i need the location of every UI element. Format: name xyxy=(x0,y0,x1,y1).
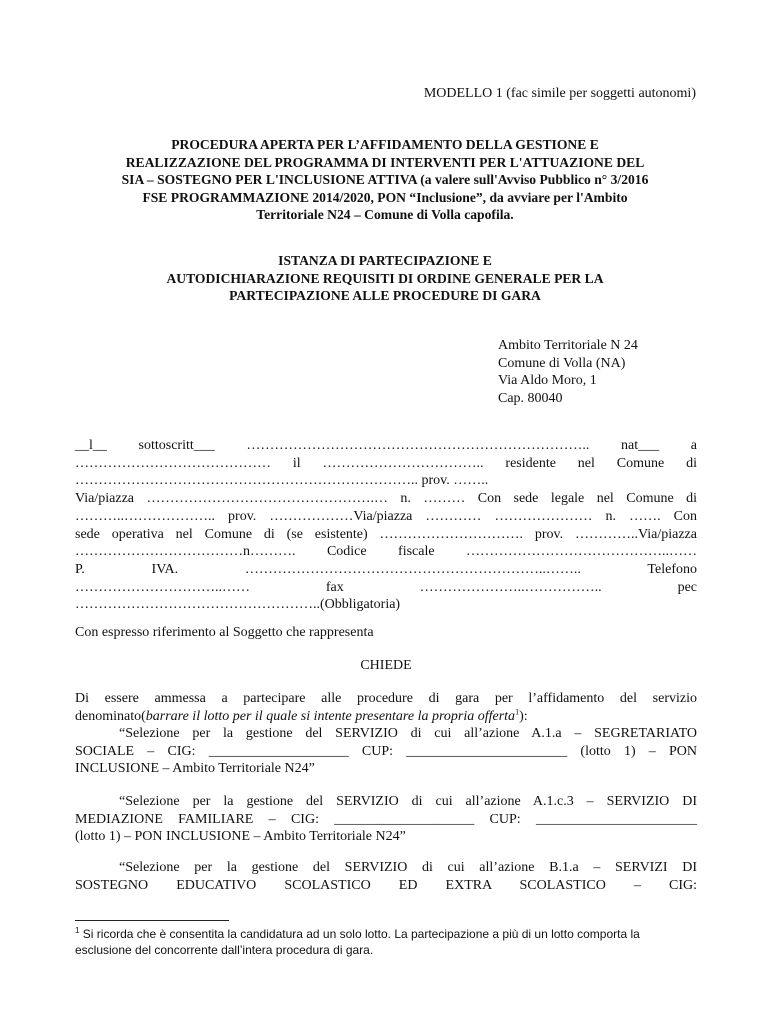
form-line[interactable]: ………………………………n………. Codice fiscale ……………………………………..…… xyxy=(75,544,697,560)
request-intro xyxy=(75,690,697,725)
footnote-line: $^1$ Si ricorda che è consentita la candidatura ad un solo lotto. La partecipazione a più di un lotto comporta la xyxy=(75,926,640,941)
recipient-line: Ambito Territoriale N 24 xyxy=(498,338,638,353)
option-line[interactable]: SOSTEGNO EDUCATIVO SCOLASTICO ED EXTRA SCOLASTICO – CIG: xyxy=(75,877,697,893)
option-line: “Selezione per la gestione del SERVIZIO di cui all’azione A.1.c.3 – SERVIZIO DI xyxy=(119,794,697,809)
form-line[interactable]: __l__ sottoscritt___ ……………………………………………………………….. nat___ a xyxy=(75,438,697,453)
option-line: (lotto 1) – PON INCLUSIONE – Ambito Territoriale N24” xyxy=(75,829,406,845)
intro-instruction: barrare il lotto per il quale si intente presentare la propria offerta xyxy=(145,708,516,724)
title-line: Territoriale N24 – Comune di Volla capofila. xyxy=(256,207,514,223)
form-line[interactable]: …………………………..…… fax …………………..…………….. pec xyxy=(75,579,697,595)
recipient-line: Cap. 80040 xyxy=(498,390,563,406)
option-lot-a1a[interactable] xyxy=(75,725,697,778)
option-line[interactable]: MEDIAZIONE FAMILIARE – CIG: ____________________ CUP: _______________________ xyxy=(75,811,697,827)
applicant-details-form[interactable] xyxy=(75,437,697,614)
recipient-address xyxy=(498,337,638,407)
option-line: “Selezione per la gestione del SERVIZIO di cui all’azione A.1.a – SEGRETARIATO xyxy=(119,726,697,741)
option-lot-b1a[interactable] xyxy=(75,859,697,894)
application-title xyxy=(72,252,698,305)
subtitle-line: ISTANZA DI PARTECIPAZIONE E xyxy=(278,253,492,268)
footnote xyxy=(75,927,700,958)
form-line[interactable]: sede operativa nel Comune di (se esistente) …………………………. prov. …………..Via/piazza xyxy=(75,526,697,542)
request-heading: CHIEDE xyxy=(360,658,412,673)
option-line: INCLUSIONE – Ambito Territoriale N24” xyxy=(75,761,315,777)
subtitle-line: AUTODICHIARAZIONE REQUISITI DI ORDINE GENERALE PER LA xyxy=(166,270,604,286)
option-line[interactable]: SOCIALE – CIG: ____________________ CUP: _______________________ (lotto 1) – PON xyxy=(75,743,697,759)
intro-line-2: denominato(barrare il lotto per il quale si intente presentare la propria offerta$^1$): xyxy=(75,707,528,724)
form-line[interactable]: Via/piazza ………………………………………….… n. ……… Con sede legale nel Comune di xyxy=(75,491,697,507)
reference-text: Con espresso riferimento al Soggetto che rappresenta xyxy=(75,625,374,640)
form-line[interactable]: ……………………………………………..(Obbligatoria) xyxy=(75,597,401,613)
recipient-line: Comune di Volla (NA) xyxy=(498,355,626,371)
option-lot-a1c3[interactable] xyxy=(75,793,697,846)
title-line: FSE PROGRAMMAZIONE 2014/2020, PON “Inclusione”, da avviare per l'Ambito xyxy=(142,189,628,205)
form-line[interactable]: …………………………………… il …………………………….. residente nel Comune di xyxy=(75,455,697,471)
footnote-number: 1 xyxy=(75,926,80,935)
procedure-title xyxy=(72,136,698,224)
form-line[interactable]: ………..……………….. prov. ………………Via/piazza ………… ………………… n. ……. Con xyxy=(75,508,697,524)
recipient-line: Via Aldo Moro, 1 xyxy=(498,373,597,388)
footnote-line: esclusione del concorrente dall’intera procedura di gara. xyxy=(75,942,374,957)
title-line: REALIZZAZIONE DEL PROGRAMMA DI INTERVENTI PER L'ATTUAZIONE DEL xyxy=(125,154,645,170)
model-label: MODELLO 1 (fac simile per soggetti autonomi) xyxy=(423,86,696,101)
title-line: PROCEDURA APERTA PER L’AFFIDAMENTO DELLA GESTIONE E xyxy=(171,137,599,152)
subtitle-line: PARTECIPAZIONE ALLE PROCEDURE DI GARA xyxy=(229,288,541,304)
form-line[interactable]: ……………………………………………………………….. prov. …….. xyxy=(75,473,489,489)
title-line: SIA – SOSTEGNO PER L'INCLUSIONE ATTIVA (a valere sull'Avviso Pubblico n° 3/2016 xyxy=(121,172,649,188)
option-line: “Selezione per la gestione del SERVIZIO di cui all’azione B.1.a – SERVIZI DI xyxy=(119,860,697,875)
footnote-divider xyxy=(75,920,229,921)
footnote-reference[interactable]: 1 xyxy=(515,707,520,717)
form-line[interactable]: P. IVA. ………………………………………………………..…….. Telefono xyxy=(75,561,697,577)
intro-line: Di essere ammessa a partecipare alle procedure di gara per l’affidamento del servizio xyxy=(75,691,697,706)
